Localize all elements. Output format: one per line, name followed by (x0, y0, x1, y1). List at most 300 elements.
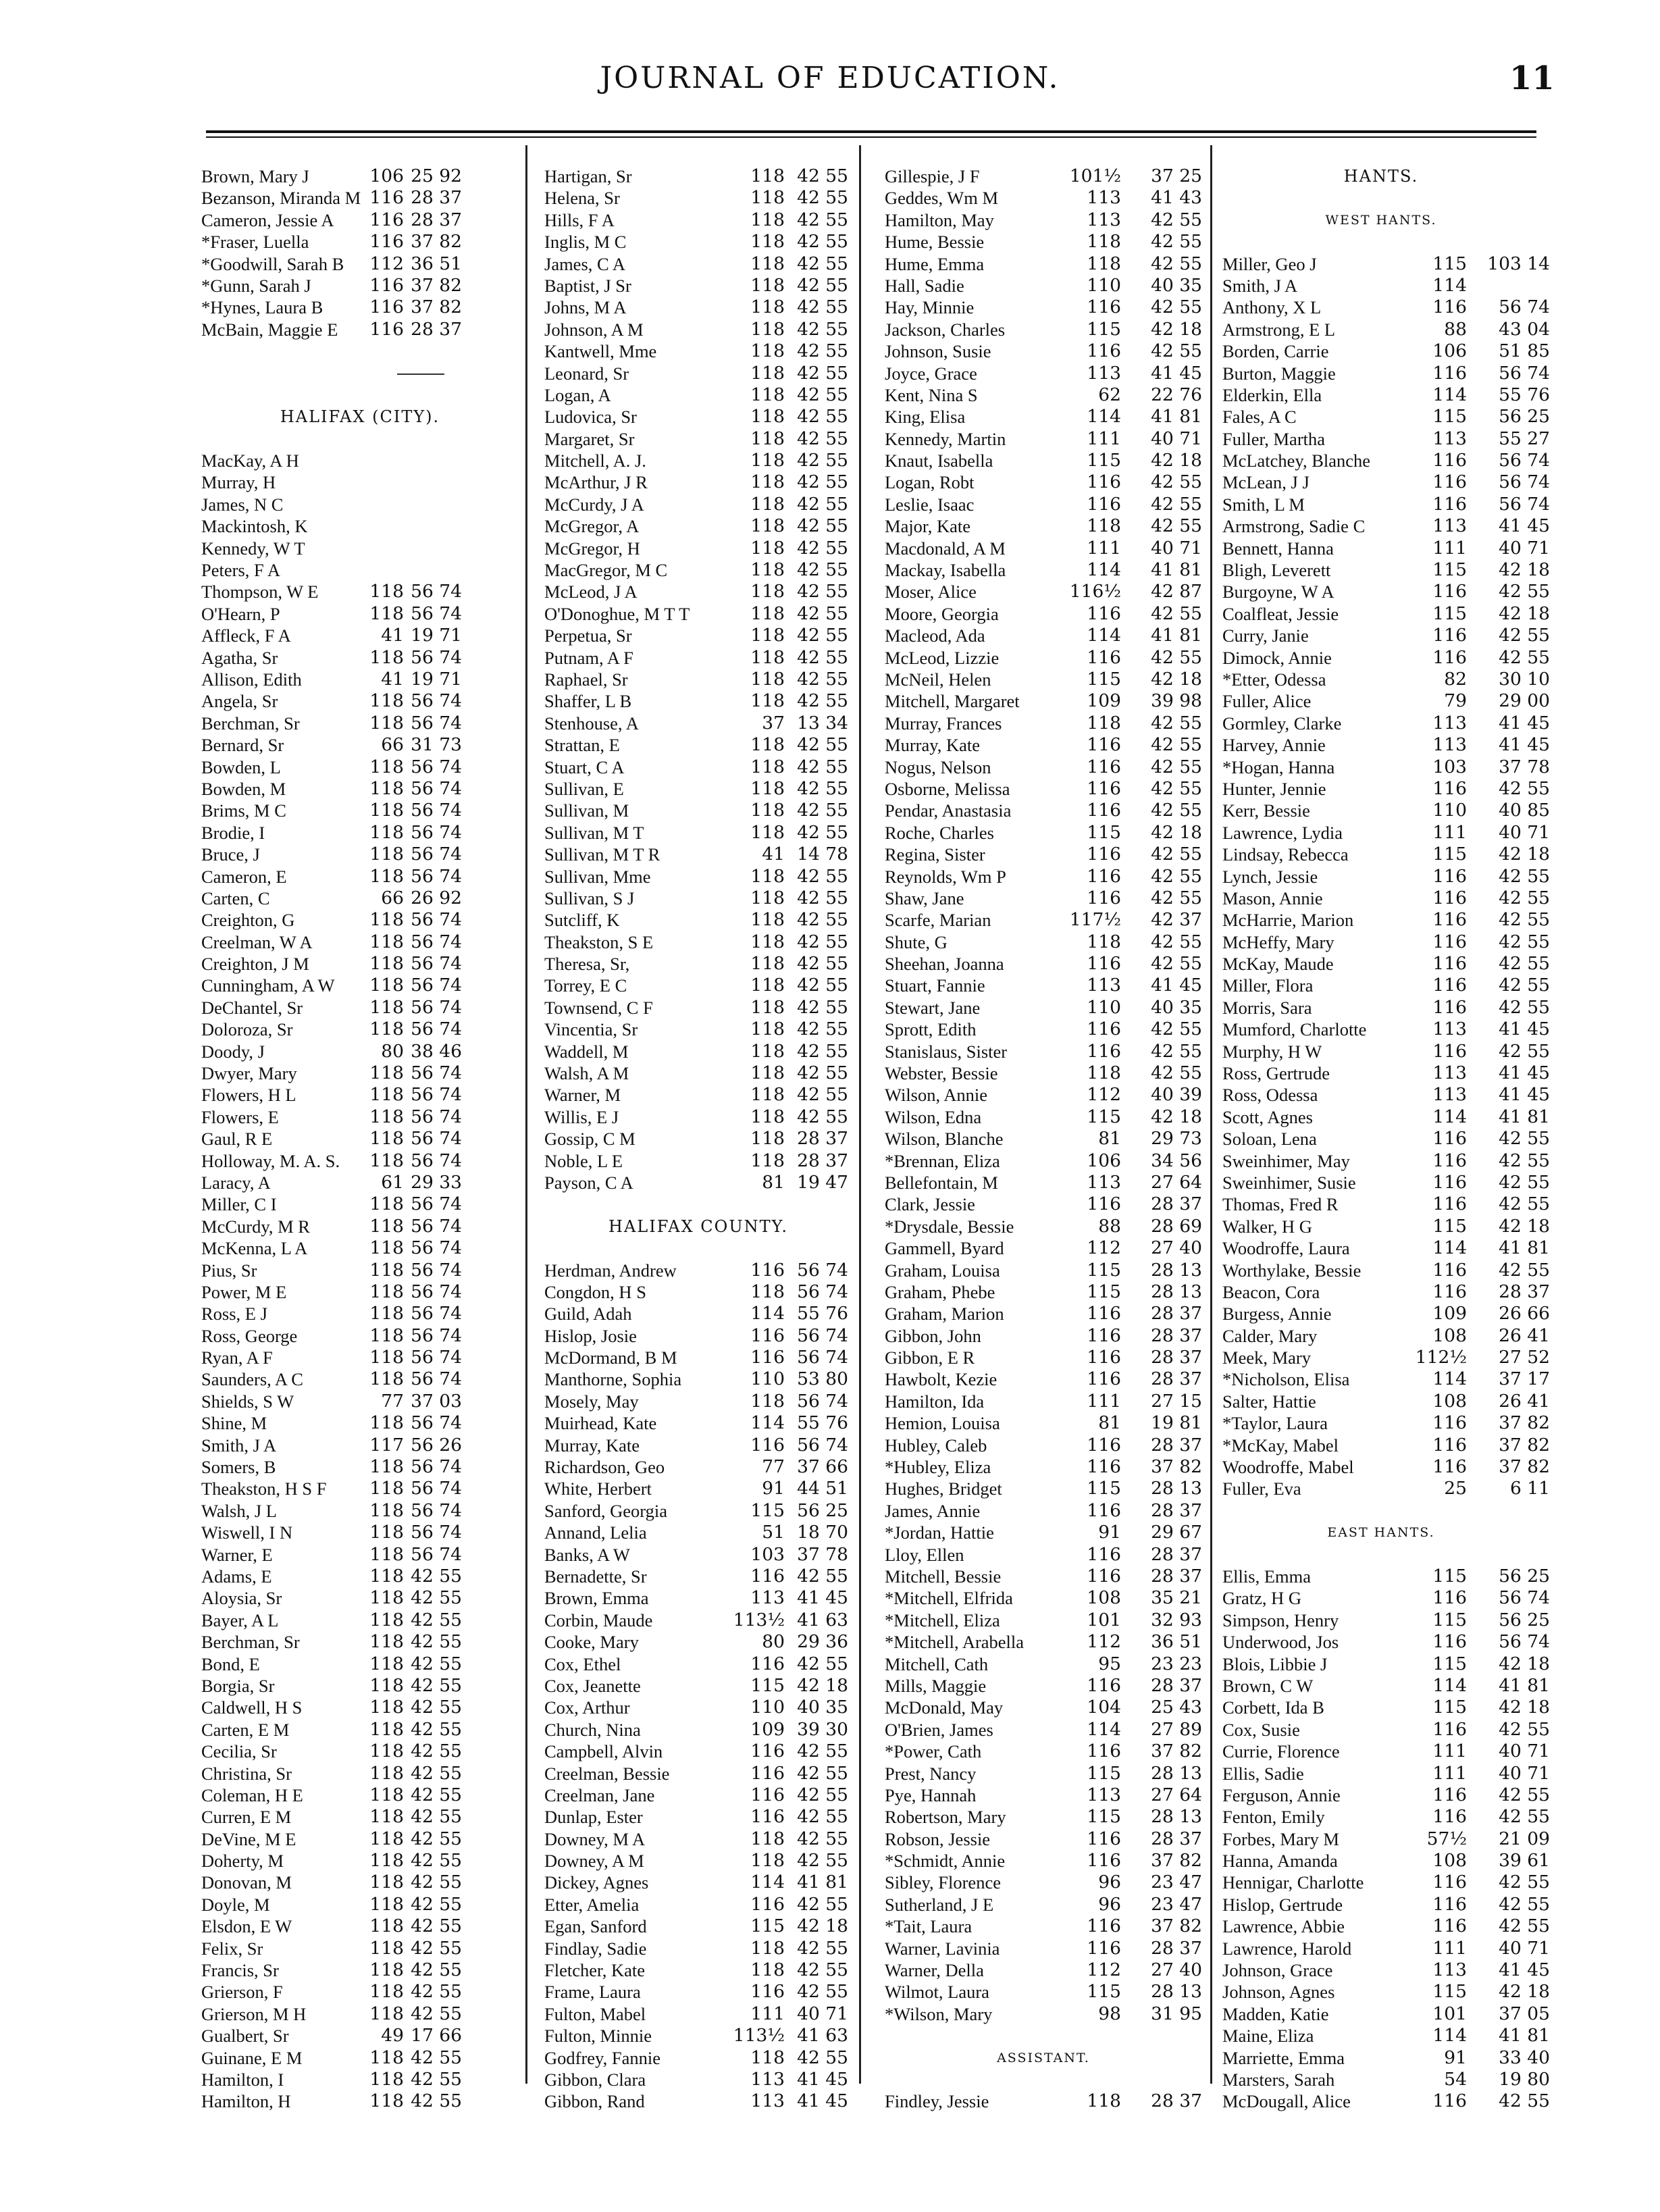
teacher-name: Hislop, Gertrude (1222, 1894, 1343, 1915)
teacher-name: Woodroffe, Mabel (1222, 1457, 1354, 1478)
days-taught: 118 (369, 1281, 404, 1302)
grant-amount: 42 55 (797, 1566, 848, 1587)
list-item (201, 1456, 519, 1478)
teacher-name: McCurdy, M R (201, 1216, 310, 1237)
teacher-name: Peters, F A (201, 560, 281, 581)
days-taught: 96 (1098, 1893, 1121, 1915)
grant-amount: 42 55 (797, 1937, 848, 1959)
teacher-name: *Fraser, Luella (201, 232, 309, 253)
teacher-name: Perpetua, Sr (544, 625, 632, 646)
teacher-name: Theakston, H S F (201, 1478, 327, 1499)
days-taught: 80 (762, 1631, 785, 1653)
days-taught: 113 (1087, 1171, 1121, 1193)
days-taught: 118 (750, 1150, 785, 1171)
days-taught: 118 (750, 231, 785, 253)
days-taught: 116 (1432, 1128, 1467, 1150)
teacher-name: Robson, Jessie (885, 1828, 991, 1849)
teacher-name: Baptist, J Sr (544, 275, 631, 296)
grant-amount: 42 18 (1151, 821, 1202, 843)
teacher-name: Bernadette, Sr (544, 1566, 647, 1587)
grant-amount: 36 51 (411, 253, 462, 274)
teacher-name: Logan, Robt (885, 472, 975, 493)
list-item (201, 603, 519, 625)
days-taught: 118 (369, 1718, 404, 1740)
days-taught: 116 (1432, 1718, 1467, 1740)
list-item (885, 1041, 1202, 1062)
days-taught: 116 (1432, 1784, 1467, 1805)
days-taught: 118 (369, 909, 404, 931)
list-item (885, 1741, 1202, 1762)
days-taught: 116 (750, 1741, 785, 1762)
teacher-name: Brown, Emma (544, 1588, 649, 1609)
list-item (1222, 318, 1550, 340)
list-item (544, 1872, 852, 1893)
grant-amount: 28 37 (1151, 1324, 1202, 1346)
teacher-name: Kennedy, W T (201, 538, 305, 559)
grant-amount: 42 55 (797, 297, 848, 318)
grant-amount: 40 71 (797, 2003, 848, 2024)
teacher-name: McLeod, Lizzie (885, 647, 1000, 668)
days-taught: 118 (750, 1828, 785, 1849)
teacher-name: Burgoyne, W A (1222, 582, 1334, 602)
grant-amount: 36 51 (1151, 1631, 1202, 1653)
teacher-name: Geddes, Wm M (885, 188, 999, 209)
teacher-name: Bond, E (201, 1653, 260, 1674)
days-taught: 113 (1432, 712, 1467, 734)
grant-amount: 42 55 (1499, 1806, 1550, 1828)
days-taught: 111 (1087, 1390, 1121, 1412)
list-item (544, 1675, 852, 1697)
teacher-name: Johnson, Susie (885, 341, 991, 362)
list-item (544, 450, 852, 471)
days-taught: 81 (762, 1171, 785, 1193)
days-taught: 118 (369, 1150, 404, 1171)
list-item (201, 1763, 519, 1784)
days-taught: 116 (750, 1806, 785, 1828)
grant-amount: 19 47 (797, 1171, 848, 1193)
list-item (1222, 1893, 1550, 1915)
list-item (885, 647, 1202, 669)
list-item (1222, 406, 1550, 428)
list-item (885, 297, 1202, 318)
list-item (885, 1281, 1202, 1303)
teacher-name: Bowden, M (201, 778, 286, 799)
teacher-name: Murray, Kate (885, 735, 981, 756)
days-taught: 118 (369, 996, 404, 1018)
grant-amount: 56 74 (411, 931, 462, 952)
grant-amount: 55 27 (1499, 428, 1550, 449)
days-taught: 115 (1432, 1653, 1467, 1674)
days-taught: 118 (750, 953, 785, 975)
list-item (544, 778, 852, 800)
grant-amount: 42 55 (1499, 646, 1550, 668)
grant-amount: 42 87 (1151, 581, 1202, 602)
list-item (201, 319, 519, 340)
teacher-name: Fulton, Minnie (544, 2026, 652, 2047)
teacher-name: Warner, E (201, 1544, 273, 1565)
teacher-name: Leonard, Sr (544, 363, 629, 384)
teacher-name: *Taylor, Laura (1222, 1413, 1328, 1434)
teacher-name: Mitchell, Cath (885, 1653, 989, 1674)
grant-amount: 37 17 (1499, 1368, 1550, 1390)
teacher-name: McLatchey, Blanche (1222, 451, 1371, 471)
grant-amount: 14 78 (797, 844, 848, 865)
grant-amount: 42 55 (1499, 1872, 1550, 1893)
teacher-name: Pius, Sr (201, 1260, 257, 1281)
teacher-name: Laracy, A (201, 1172, 271, 1193)
list-item (1222, 362, 1550, 384)
grant-amount: 28 37 (1151, 1566, 1202, 1587)
days-taught: 115 (1087, 1762, 1121, 1784)
list-item (201, 275, 519, 297)
list-item (885, 997, 1202, 1019)
teacher-name: Shields, S W (201, 1391, 294, 1412)
list-item (201, 953, 519, 975)
list-item (544, 931, 852, 953)
days-taught: 118 (369, 1609, 404, 1630)
list-item (544, 1806, 852, 1828)
days-taught: 116 (750, 1893, 785, 1915)
list-item (885, 363, 1202, 384)
grant-amount: 42 55 (1499, 1040, 1550, 1062)
days-taught: 98 (1098, 2003, 1121, 2024)
list-item (885, 1216, 1202, 1237)
days-taught: 111 (1432, 537, 1467, 559)
grant-amount: 56 74 (411, 756, 462, 777)
spacer (1222, 1500, 1540, 1522)
days-taught: 106 (369, 165, 404, 186)
grant-amount: 37 82 (1499, 1456, 1550, 1478)
grant-amount: 42 55 (797, 931, 848, 952)
list-item (1222, 450, 1550, 471)
teacher-name: McDormand, B M (544, 1347, 677, 1368)
grant-amount: 42 55 (797, 1784, 848, 1805)
days-taught: 114 (1432, 2025, 1467, 2047)
teacher-name: Corbin, Maude (544, 1610, 653, 1630)
grant-amount: 42 18 (1151, 450, 1202, 471)
list-item (885, 1544, 1202, 1566)
teacher-name: *Hubley, Eliza (885, 1457, 991, 1478)
list-item (885, 953, 1202, 975)
spacer (201, 384, 519, 406)
teacher-name: McLeod, J A (544, 582, 638, 602)
section-heading: HALIFAX COUNTY. (608, 1216, 788, 1236)
days-taught: 116 (1432, 931, 1467, 952)
list-item (1222, 800, 1550, 821)
grant-amount: 56 74 (1499, 1587, 1550, 1609)
days-taught: 118 (369, 1566, 404, 1587)
days-taught: 116½ (1069, 581, 1121, 602)
days-taught: 118 (369, 1850, 404, 1872)
column-2 (544, 165, 852, 2113)
list-item (885, 384, 1202, 406)
days-taught: 118 (750, 450, 785, 471)
teacher-name: Mason, Annie (1222, 888, 1323, 908)
list-item (1222, 1040, 1550, 1062)
list-item (1222, 1347, 1550, 1368)
list-item (885, 2090, 1202, 2112)
grant-amount: 40 35 (797, 1697, 848, 1718)
grant-amount: 42 55 (411, 1828, 462, 1849)
list-item (544, 319, 852, 340)
list-item (885, 1260, 1202, 1281)
teacher-name: Creelman, Bessie (544, 1763, 670, 1784)
teacher-name: Putnam, A F (544, 647, 633, 668)
list-item (1222, 887, 1550, 909)
teacher-name: Church, Nina (544, 1719, 641, 1740)
grant-amount: 56 74 (797, 1281, 848, 1302)
grant-amount: 55 76 (1499, 384, 1550, 405)
grant-amount: 13 34 (797, 712, 848, 734)
grant-amount: 28 37 (1151, 1368, 1202, 1390)
grant-amount: 41 81 (1151, 625, 1202, 646)
teacher-name: *Mitchell, Eliza (885, 1610, 1000, 1630)
grant-amount: 56 74 (411, 602, 462, 624)
list-item (885, 1915, 1202, 1937)
teacher-name: Bezanson, Miranda M (201, 188, 361, 209)
days-taught: 114 (1432, 1237, 1467, 1259)
grant-amount: 56 74 (797, 1347, 848, 1368)
days-taught: 116 (369, 318, 404, 340)
days-taught: 81 (1098, 1412, 1121, 1434)
grant-amount: 42 55 (1499, 1193, 1550, 1215)
teacher-name: Gibbon, E R (885, 1347, 975, 1368)
days-taught: 116 (1087, 844, 1121, 865)
grant-amount: 40 71 (1151, 537, 1202, 559)
days-taught: 116 (1087, 471, 1121, 493)
section-heading: HANTS. (1343, 167, 1419, 186)
list-item (201, 1325, 519, 1347)
list-item (544, 1850, 852, 1872)
teacher-name: Brims, M C (201, 800, 286, 821)
days-taught: 118 (750, 1062, 785, 1084)
grant-amount: 42 55 (411, 1893, 462, 1915)
days-taught: 116 (750, 1566, 785, 1587)
days-taught: 118 (750, 1084, 785, 1106)
teacher-name: *Tait, Laura (885, 1916, 972, 1937)
grant-amount: 42 55 (797, 887, 848, 908)
grant-amount: 56 74 (1499, 471, 1550, 493)
teacher-name: Inglis, M C (544, 232, 627, 253)
teacher-name: Kent, Nina S (885, 384, 978, 405)
days-taught: 118 (369, 646, 404, 668)
grant-amount: 42 55 (411, 1850, 462, 1872)
grant-amount: 41 81 (1499, 1674, 1550, 1696)
list-item (885, 165, 1202, 187)
days-taught: 113 (1087, 975, 1121, 996)
days-taught: 116 (1087, 1456, 1121, 1478)
list-item (1222, 1303, 1550, 1324)
days-taught: 118 (369, 1543, 404, 1565)
days-taught: 118 (369, 1324, 404, 1346)
grant-amount: 40 71 (1499, 1741, 1550, 1762)
teacher-name: Thompson, W E (201, 582, 319, 602)
teacher-name: Clark, Jessie (885, 1194, 975, 1215)
days-taught: 118 (369, 602, 404, 624)
teacher-name: Thomas, Fred R (1222, 1194, 1339, 1215)
teacher-name: Major, Kate (885, 516, 970, 537)
days-taught: 37 (762, 712, 785, 734)
days-taught: 116 (369, 231, 404, 253)
list-item (544, 1347, 852, 1368)
teacher-name: Osborne, Melissa (885, 778, 1010, 799)
list-item (544, 866, 852, 888)
teacher-name: Gibbon, Rand (544, 2091, 645, 2112)
list-item (1222, 428, 1550, 450)
list-item (201, 471, 519, 493)
list-item (544, 1391, 852, 1412)
list-item (544, 406, 852, 428)
list-item (544, 1653, 852, 1675)
teacher-name: Murray, Kate (544, 1435, 640, 1456)
teacher-name: Pendar, Anastasia (885, 800, 1012, 821)
days-taught: 116 (1087, 646, 1121, 668)
days-taught: 111 (1087, 537, 1121, 559)
days-taught: 113 (1432, 1959, 1467, 1981)
teacher-name: Macdonald, A M (885, 538, 1006, 559)
grant-amount: 22 76 (1151, 384, 1202, 405)
grant-amount: 56 74 (411, 953, 462, 975)
list-item (885, 866, 1202, 888)
grant-amount: 32 93 (1151, 1609, 1202, 1630)
teacher-name: Hume, Bessie (885, 232, 985, 253)
grant-amount: 28 13 (1151, 1478, 1202, 1499)
grant-amount: 37 82 (411, 231, 462, 253)
days-taught: 116 (1432, 1281, 1467, 1302)
days-taught: 49 (381, 2025, 404, 2047)
teacher-name: Cecilia, Sr (201, 1741, 277, 1762)
days-taught: 116 (1087, 777, 1121, 799)
days-taught: 113 (1087, 362, 1121, 384)
grant-amount: 37 82 (1499, 1412, 1550, 1434)
grant-amount: 42 55 (411, 1697, 462, 1718)
grant-amount: 43 04 (1499, 318, 1550, 340)
list-item (1222, 953, 1550, 975)
days-taught: 118 (369, 581, 404, 602)
days-taught: 115 (1432, 1981, 1467, 2003)
grant-amount: 56 74 (411, 1324, 462, 1346)
list-item (201, 1806, 519, 1828)
days-taught: 116 (1432, 887, 1467, 908)
grant-amount: 56 74 (411, 1062, 462, 1084)
teacher-name: Fuller, Martha (1222, 428, 1326, 449)
list-item (544, 756, 852, 778)
days-taught: 116 (1087, 1303, 1121, 1324)
teacher-name: Beacon, Cora (1222, 1281, 1320, 1302)
days-taught: 116 (1432, 450, 1467, 471)
grant-amount: 27 40 (1151, 1959, 1202, 1981)
grant-amount: 42 55 (797, 1040, 848, 1062)
days-taught: 80 (381, 1040, 404, 1062)
teacher-name: Ludovica, Sr (544, 407, 637, 428)
grant-amount: 42 55 (1499, 1150, 1550, 1171)
grant-amount: 42 55 (797, 975, 848, 996)
grant-amount: 37 78 (1499, 756, 1550, 777)
teacher-name: Helena, Sr (544, 188, 620, 209)
list-item (1222, 1150, 1550, 1172)
list-item (201, 844, 519, 865)
grant-amount: 56 74 (411, 1084, 462, 1106)
teacher-name: Burgess, Annie (1222, 1304, 1332, 1324)
teacher-name: Ross, George (201, 1325, 298, 1346)
days-taught: 110 (750, 1368, 785, 1390)
days-taught: 115 (1432, 844, 1467, 865)
grant-amount: 40 71 (1499, 821, 1550, 843)
grant-amount: 37 82 (1151, 1915, 1202, 1937)
grant-amount: 28 37 (1151, 1347, 1202, 1368)
grant-amount: 40 85 (1499, 800, 1550, 821)
list-item (1222, 1981, 1550, 2003)
grant-amount: 42 55 (411, 1981, 462, 2003)
days-taught: 116 (750, 1762, 785, 1784)
teacher-name: Sullivan, M T (544, 822, 644, 843)
grant-amount: 55 76 (797, 1303, 848, 1324)
list-item (1222, 471, 1550, 493)
list-item (1222, 1434, 1550, 1456)
list-item (1222, 865, 1550, 888)
days-taught: 108 (1432, 1324, 1467, 1346)
grant-amount: 41 45 (1499, 734, 1550, 756)
teacher-name: King, Elisa (885, 407, 966, 428)
grant-amount: 41 81 (1499, 2025, 1550, 2047)
list-item (885, 1084, 1202, 1106)
list-item (885, 1763, 1202, 1784)
list-item (885, 975, 1202, 996)
list-item (544, 1631, 852, 1653)
days-taught: 118 (369, 690, 404, 712)
grant-amount: 56 74 (411, 909, 462, 931)
teacher-name: McHarrie, Marion (1222, 910, 1354, 931)
grant-amount: 37 05 (1499, 2003, 1550, 2024)
days-taught: 116 (1432, 1193, 1467, 1215)
grant-amount: 38 46 (411, 1040, 462, 1062)
teacher-name: Herdman, Andrew (544, 1260, 677, 1281)
days-taught: 118 (369, 1784, 404, 1805)
spacer (201, 428, 519, 450)
grant-amount: 56 25 (1499, 1566, 1550, 1587)
days-taught: 116 (750, 1324, 785, 1346)
grant-amount: 51 85 (1499, 340, 1550, 362)
teacher-name: Madden, Katie (1222, 2003, 1329, 2024)
days-taught: 110 (1087, 996, 1121, 1018)
teacher-name: Christina, Sr (201, 1763, 292, 1784)
list-item (1222, 493, 1550, 515)
list-item (885, 2003, 1202, 2025)
days-taught: 116 (1087, 493, 1121, 515)
list-item (885, 1019, 1202, 1040)
teacher-name: Stanislaus, Sister (885, 1041, 1008, 1062)
list-item (1222, 1456, 1550, 1478)
grant-amount: 41 81 (797, 1872, 848, 1893)
days-taught: 118 (369, 1653, 404, 1674)
grant-amount: 23 23 (1151, 1653, 1202, 1674)
days-taught: 82 (1444, 668, 1467, 690)
list-item (544, 1522, 852, 1543)
list-item (1222, 1674, 1550, 1697)
grant-amount: 42 55 (797, 253, 848, 274)
teacher-name: Ferguson, Annie (1222, 1784, 1341, 1805)
list-item (201, 669, 519, 690)
list-item (885, 1653, 1202, 1675)
teacher-name: Webster, Bessie (885, 1063, 998, 1084)
grant-amount: 42 55 (797, 953, 848, 975)
grant-amount: 42 55 (797, 537, 848, 559)
days-taught: 118 (369, 1697, 404, 1718)
teacher-name: *McKay, Mabel (1222, 1435, 1339, 1456)
list-item (885, 734, 1202, 756)
days-taught: 116 (1432, 865, 1467, 887)
header-rule-thin (206, 136, 1536, 138)
